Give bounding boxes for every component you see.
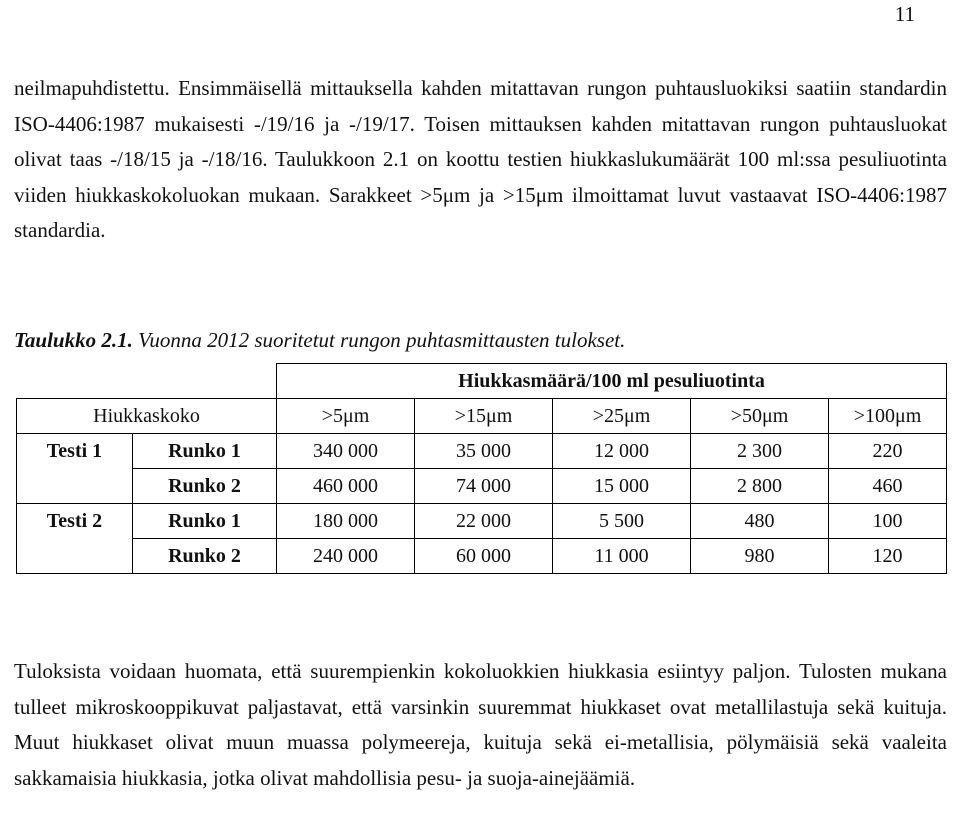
table-corner-cell <box>17 364 277 399</box>
table-caption-label: Taulukko 2.1. <box>14 328 133 352</box>
test-label <box>17 469 133 504</box>
column-header-15um: >15μm <box>415 399 553 434</box>
table-cell: 340 000 <box>277 434 415 469</box>
results-table <box>16 363 947 574</box>
table-group-header: Hiukkasmäärä/100 ml pesuliuotinta <box>277 364 947 399</box>
frame-label: Runko 2 <box>133 539 277 574</box>
table-cell: 15 000 <box>553 469 691 504</box>
body-paragraph-conclusion: Tuloksista voidaan huomata, että suurempienkin kokoluokkien hiukkasia esiintyy paljon. Tulosten mukana tulleet mikroskooppikuvat paljastavat, että varsinkin suuremmat hiukkaset ovat metallilastuja sekä kuituja. Muut hiukkaset olivat muun muassa polymeereja, kuituja sekä ei-metallisia, pölymäisiä sekä vaaleita sakkamaisia hiukkasia, jotka olivat mahdollisia pesu- ja suoja-ainejäämiä. <box>14 659 947 790</box>
body-paragraph-intro: neilmapuhdistettu. Ensimmäisellä mittauksella kahden mitattavan rungon puhtausluokiksi saatiin standardin ISO-4406:1987 mukaisesti -/19/16 ja -/19/17. Toisen mittauksen kahden mitattavan rungon puhtausluokat olivat taas -/18/15 ja -/18/16. Taulukkoon 2.1 on koottu testien hiukkaslukumäärät 100 ml:ssa pesuliuotinta viiden hiukkaskokoluokan mukaan. Sarakkeet >5μm ja >15μm ilmoittamat luvut vastaavat ISO-4406:1987 standardia. <box>14 76 947 242</box>
column-header-50um: >50μm <box>691 399 829 434</box>
table-cell: 5 500 <box>553 504 691 539</box>
table-row <box>17 539 947 574</box>
test-label: Testi 1 <box>17 434 133 469</box>
table-cell: 480 <box>691 504 829 539</box>
table-row <box>17 434 947 469</box>
table-cell: 2 800 <box>691 469 829 504</box>
table-cell: 74 000 <box>415 469 553 504</box>
table-cell: 460 000 <box>277 469 415 504</box>
table-row <box>17 469 947 504</box>
table-size-header: Hiukkaskoko <box>17 399 277 434</box>
table-cell: 35 000 <box>415 434 553 469</box>
table-cell: 11 000 <box>553 539 691 574</box>
frame-label: Runko 2 <box>133 469 277 504</box>
frame-label: Runko 1 <box>133 434 277 469</box>
column-header-5um: >5μm <box>277 399 415 434</box>
table-cell: 180 000 <box>277 504 415 539</box>
table-column-header-row <box>17 399 947 434</box>
table-cell: 980 <box>691 539 829 574</box>
table-cell: 460 <box>829 469 947 504</box>
table-cell: 12 000 <box>553 434 691 469</box>
test-label <box>17 539 133 574</box>
table-cell: 100 <box>829 504 947 539</box>
column-header-100um: >100μm <box>829 399 947 434</box>
table-caption <box>14 328 625 353</box>
table-group-header-row <box>17 364 947 399</box>
table-caption-text: Vuonna 2012 suoritetut rungon puhtasmittausten tulokset. <box>138 328 626 352</box>
table-cell: 2 300 <box>691 434 829 469</box>
page-number: 11 <box>894 2 915 26</box>
column-header-25um: >25μm <box>553 399 691 434</box>
table-cell: 22 000 <box>415 504 553 539</box>
table-cell: 120 <box>829 539 947 574</box>
frame-label: Runko 1 <box>133 504 277 539</box>
table-row <box>17 504 947 539</box>
table-cell: 240 000 <box>277 539 415 574</box>
table-cell: 60 000 <box>415 539 553 574</box>
test-label: Testi 2 <box>17 504 133 539</box>
table-cell: 220 <box>829 434 947 469</box>
